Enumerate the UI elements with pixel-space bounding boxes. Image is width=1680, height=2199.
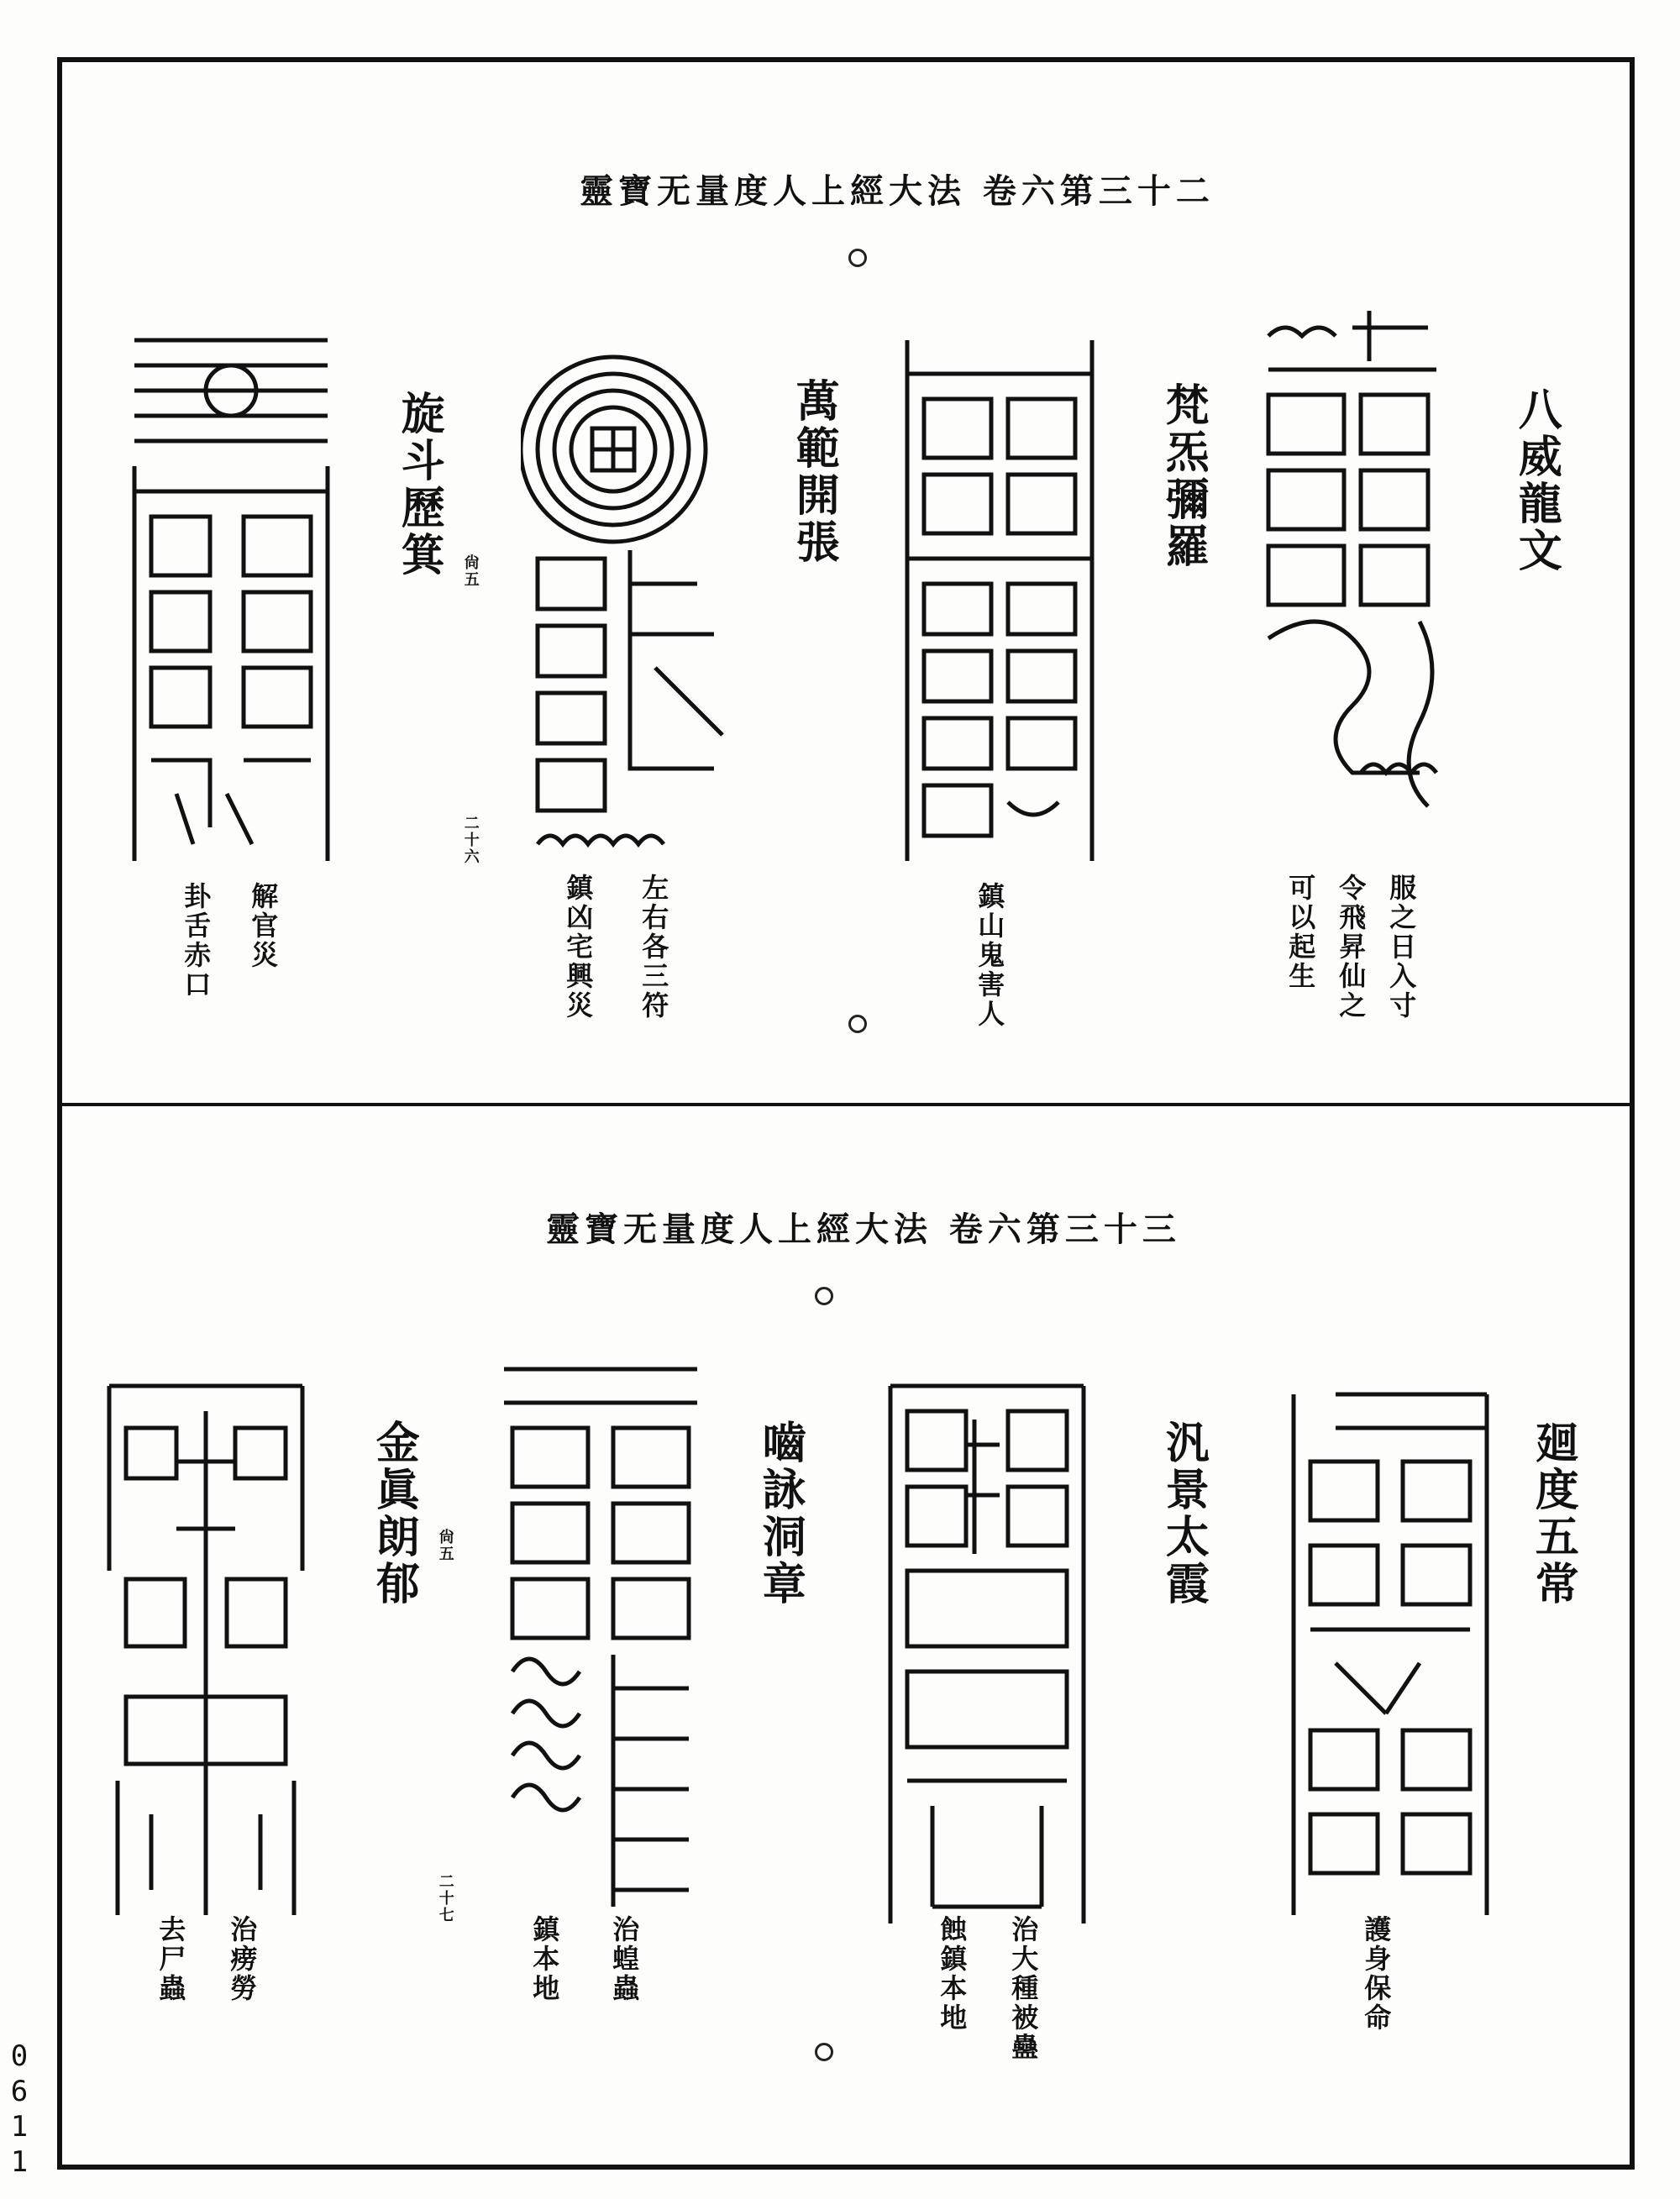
talisman-note: 令飛昇仙之 <box>1335 874 1368 1021</box>
talisman-note: 蝕鎮本地 <box>936 1915 969 2033</box>
talisman-note: 治蝗蟲 <box>608 1915 641 2003</box>
talisman-seal-drawing <box>101 1361 311 1915</box>
talisman-note: 鎮山鬼害人 <box>974 882 1006 1029</box>
page-header-bottom: 靈寶无量度人上經大法 卷六第三十三 <box>546 1210 1181 1249</box>
talisman-seal-drawing <box>496 1352 706 1923</box>
talisman-note: 卦舌赤口 <box>180 882 213 1000</box>
talisman-note: 治痨勞 <box>226 1915 259 2003</box>
talisman-note: 治大種被蠱 <box>1007 1915 1040 2062</box>
page-header-top: 靈寶无量度人上經大法 卷六第三十二 <box>580 171 1215 211</box>
talisman-note: 解官災 <box>247 882 280 970</box>
talisman-marker: 尙五 <box>461 554 480 588</box>
talisman-title: 嚙詠洞章 <box>754 1420 806 1608</box>
talisman-note: 鎮凶宅興災 <box>562 874 595 1021</box>
talisman-note: 可以起生 <box>1284 874 1317 991</box>
talisman-note: 鎮本地 <box>528 1915 561 2003</box>
talisman-seal-drawing <box>1285 1378 1495 1932</box>
talisman-marker: 二十六 <box>461 815 480 865</box>
talisman-note: 服之日入寸 <box>1385 874 1418 1021</box>
talisman-title: 金眞朗郁 <box>368 1420 420 1608</box>
talisman-marker: 尙五 <box>436 1529 454 1562</box>
talisman-title: 梵炁彌羅 <box>1158 382 1210 570</box>
folio-number: 0611 <box>3 2039 36 2181</box>
talisman-title: 旋斗歷箕 <box>393 391 445 579</box>
talisman-note: 護身保命 <box>1360 1915 1393 2033</box>
talisman-title: 萬範開張 <box>788 378 840 566</box>
talisman-seal-drawing <box>521 332 731 869</box>
binding-hole <box>815 1287 833 1305</box>
talisman-seal-drawing <box>1252 302 1445 823</box>
binding-hole <box>815 2043 833 2061</box>
binding-hole <box>848 1015 867 1033</box>
talisman-seal-drawing <box>899 323 1100 878</box>
talisman-title: 廻度五常 <box>1527 1420 1579 1608</box>
talisman-note: 左右各三符 <box>638 874 670 1021</box>
talisman-marker: 二十七 <box>436 1873 454 1923</box>
talisman-title: 八威龍文 <box>1510 386 1562 575</box>
talisman-title: 汎景太霞 <box>1158 1420 1210 1608</box>
talisman-note: 去尸蟲 <box>155 1915 187 2003</box>
binding-hole <box>848 249 867 267</box>
page-divider <box>57 1103 1635 1106</box>
talisman-seal-drawing <box>882 1369 1092 1940</box>
talisman-seal-drawing <box>126 323 336 869</box>
